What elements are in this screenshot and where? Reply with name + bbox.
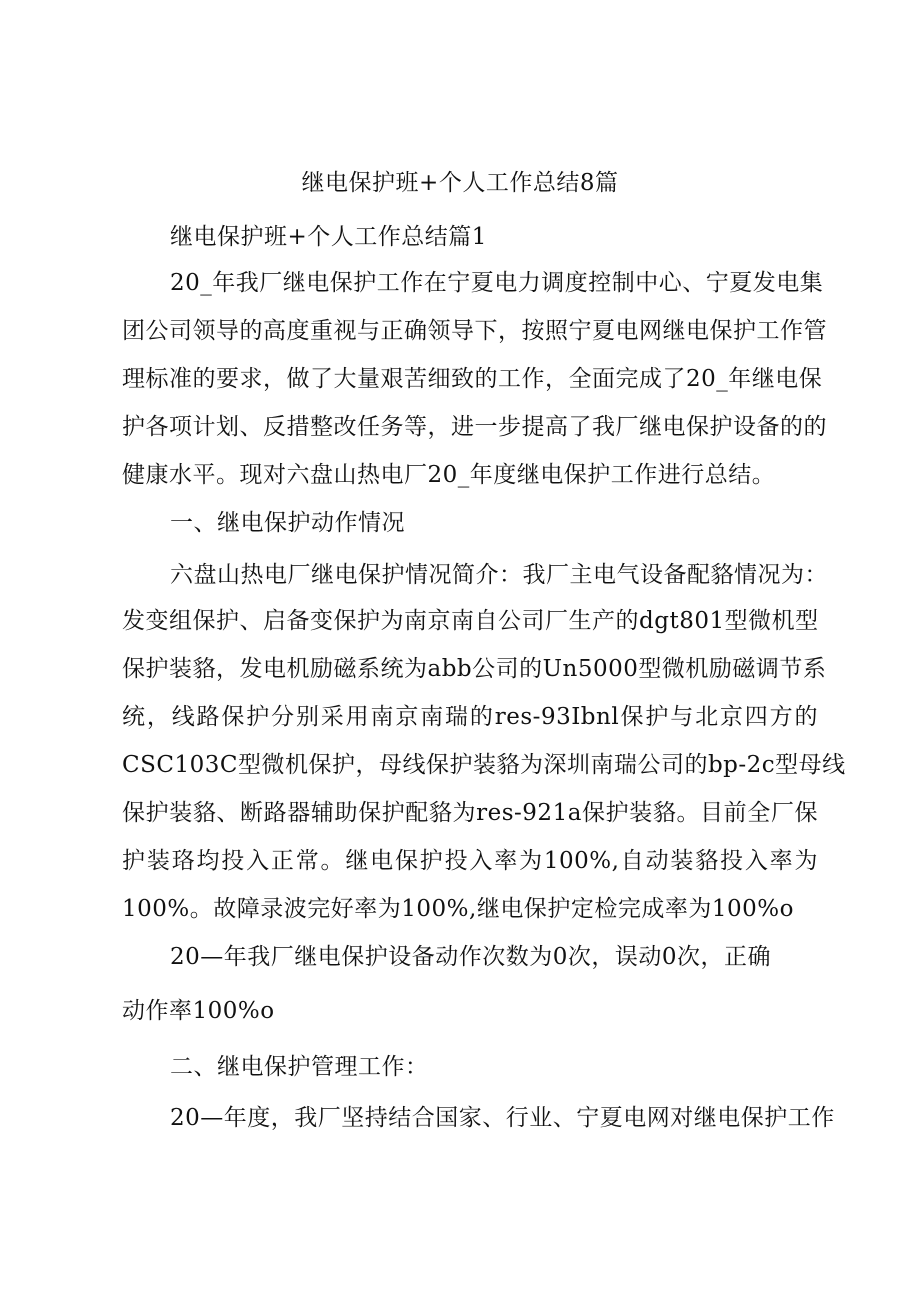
paragraph-2-line-3: 保护装貉，发电机励磁系统为abb公司的Un5000型微机励磁调节系 xyxy=(122,656,827,682)
section-subtitle: 继电保护班+个人工作总结篇1 xyxy=(170,224,487,250)
paragraph-1-line-1: 20_年我厂继电保护工作在宁夏电力调度控制中心、宁夏发电集 xyxy=(170,270,824,296)
paragraph-4-line-1: 20—年度，我厂坚持结合国家、行业、宁夏电网对继电保护工作 xyxy=(170,1105,835,1131)
document-title: 继电保护班+个人工作总结8篇 xyxy=(301,170,619,196)
paragraph-3-line-2: 动作率100%o xyxy=(122,998,275,1024)
paragraph-1-line-4: 护各项计划、反措整改任务等，进一步提高了我厂继电保护设备的的 xyxy=(122,414,827,440)
paragraph-2-line-6: 保护装貉、断路器辅助保护配貉为res-921a保护装貉。目前全厂保 xyxy=(122,800,818,826)
paragraph-2-line-1: 六盘山热电厂继电保护情况简介：我厂主电气设备配貉情况为： xyxy=(170,562,828,588)
paragraph-2-line-5: CSC103C型微机保护，母线保护装貉为深圳南瑞公司的bp-2c型母线 xyxy=(122,752,846,778)
paragraph-2-line-2: 发变组保护、启备变保护为南京南自公司厂生产的dgt801型微机型 xyxy=(122,608,819,634)
paragraph-3-line-1: 20—年我厂继电保护设备动作次数为0次，误动0次，正确 xyxy=(170,944,772,970)
paragraph-1-line-3: 理标准的要求，做了大量艰苦细致的工作，全面完成了20_年继电保 xyxy=(122,366,823,392)
section-heading-2: 二、继电保护管理工作： xyxy=(170,1054,429,1080)
paragraph-2-line-7: 护装珞均投入正常。继电保护投入率为100%,自动装貉投入率为 xyxy=(122,848,818,874)
paragraph-1-line-2: 团公司领导的高度重视与正确领导下，按照宁夏电网继电保护工作管 xyxy=(122,318,827,344)
paragraph-1-line-5: 健康水平。现对六盘山热电厂20_年度继电保护工作进行总结。 xyxy=(122,462,776,488)
paragraph-2-line-8: 100%。故障录波完好率为100%,继电保护定检完成率为100%o xyxy=(122,896,794,922)
section-heading-1: 一、继电保护动作情况 xyxy=(170,510,405,536)
paragraph-2-line-4: 统，线路保护分别采用南京南瑞的res-93Ibnl保护与北京四方的 xyxy=(122,704,818,730)
